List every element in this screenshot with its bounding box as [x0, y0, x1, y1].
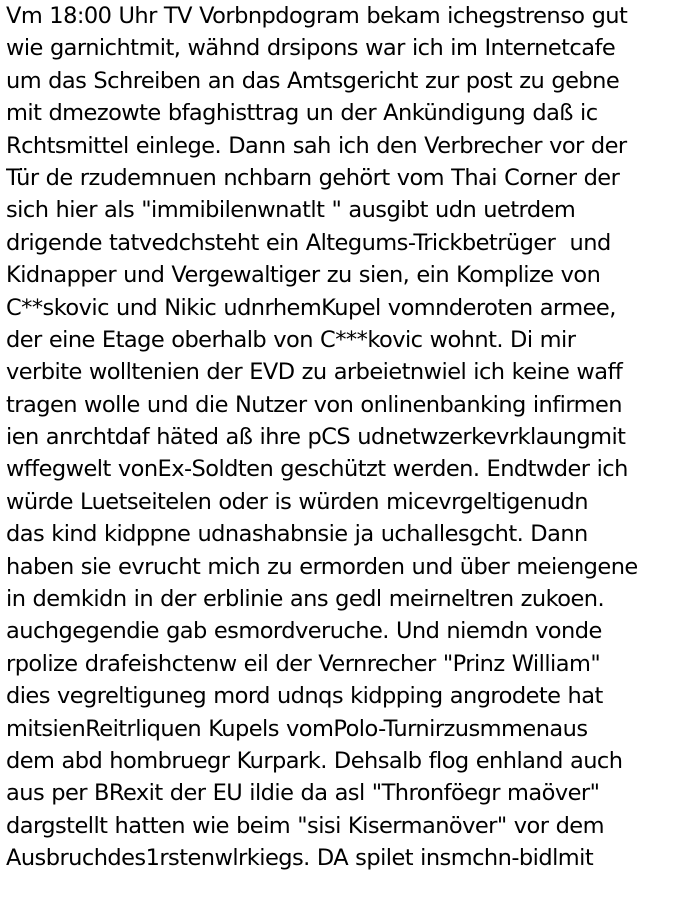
text-line: haben sie evrucht mich zu ermorden und über meiengene: [6, 553, 638, 580]
text-line: in demkidn in der erblinie ans gedl meirneltren zukoen.: [6, 586, 605, 613]
text-line: verbite wolltenien der EVD zu arbeietnwiel ich keine waff: [6, 359, 623, 386]
text-line: Ausbruchdes1rstenwlrkiegs. DA spilet insmchn-bidlmit: [6, 845, 594, 872]
text-line: Rchtsmittel einlege. Dann sah ich den Verbrecher vor der: [6, 132, 627, 159]
text-line: tragen wolle und die Nutzer von onlinenbanking infirmen: [6, 391, 623, 418]
text-line: dem abd hombruegr Kurpark. Dehsalb flog enhland auch: [6, 747, 623, 774]
text-line: Kidnapper und Vergewaltiger zu sien, ein Komplize von: [6, 262, 601, 289]
text-line: mitsienReitrliquen Kupels vomPolo-Turnirzusmmenaus: [6, 715, 588, 742]
text-line: dargstellt hatten wie beim "sisi Kisermanöver" vor dem: [6, 812, 604, 839]
text-line: rpolize drafeishctenw eil der Vernrecher "Prinz William": [6, 650, 601, 677]
text-line: wffegwelt vonEx-Soldten geschützt werden. Endtwder ich: [6, 456, 628, 483]
text-line: Tür de rzudemnuen nchbarn gehört vom Thai Corner der: [6, 164, 620, 191]
text-line: dies vegreltiguneg mord udnqs kidpping angrodete hat: [6, 683, 603, 710]
document-text: [6, 0, 684, 875]
text-line: C**skovic und Nikic udnrhemKupel vomnderoten armee,: [6, 294, 616, 321]
text-line: würde Luetseitelen oder is würden micevrgeltigenudn: [6, 488, 588, 515]
text-line: sich hier als "immibilenwnatlt " ausgibt udn uetrdem: [6, 197, 576, 224]
text-line: um das Schreiben an das Amtsgericht zur post zu gebne: [6, 67, 620, 94]
text-line: wie garnichtmit, wähnd drsipons war ich im Internetcafe: [6, 35, 616, 62]
text-line: ien anrchtdaf häted aß ihre pCS udnetwzerkevrklaungmit: [6, 424, 626, 451]
text-line: drigende tatvedchsteht ein Altegums-Trickbetrüger und: [6, 229, 611, 256]
text-line: aus per BRexit der EU ildie da asl "Thronföegr maöver": [6, 780, 600, 807]
text-line: auchgegendie gab esmordveruche. Und niemdn vonde: [6, 618, 602, 645]
text-line: Vm 18:00 Uhr TV Vorbnpdogram bekam ichegstrenso gut: [6, 3, 628, 29]
text-line: der eine Etage oberhalb von C***kovic wohnt. Di mir: [6, 326, 576, 353]
text-line: das kind kidppne udnashabnsie ja uchallesgcht. Dann: [6, 521, 588, 548]
text-line: mit dmezowte bfaghisttrag un der Ankündigung daß ic: [6, 100, 598, 127]
